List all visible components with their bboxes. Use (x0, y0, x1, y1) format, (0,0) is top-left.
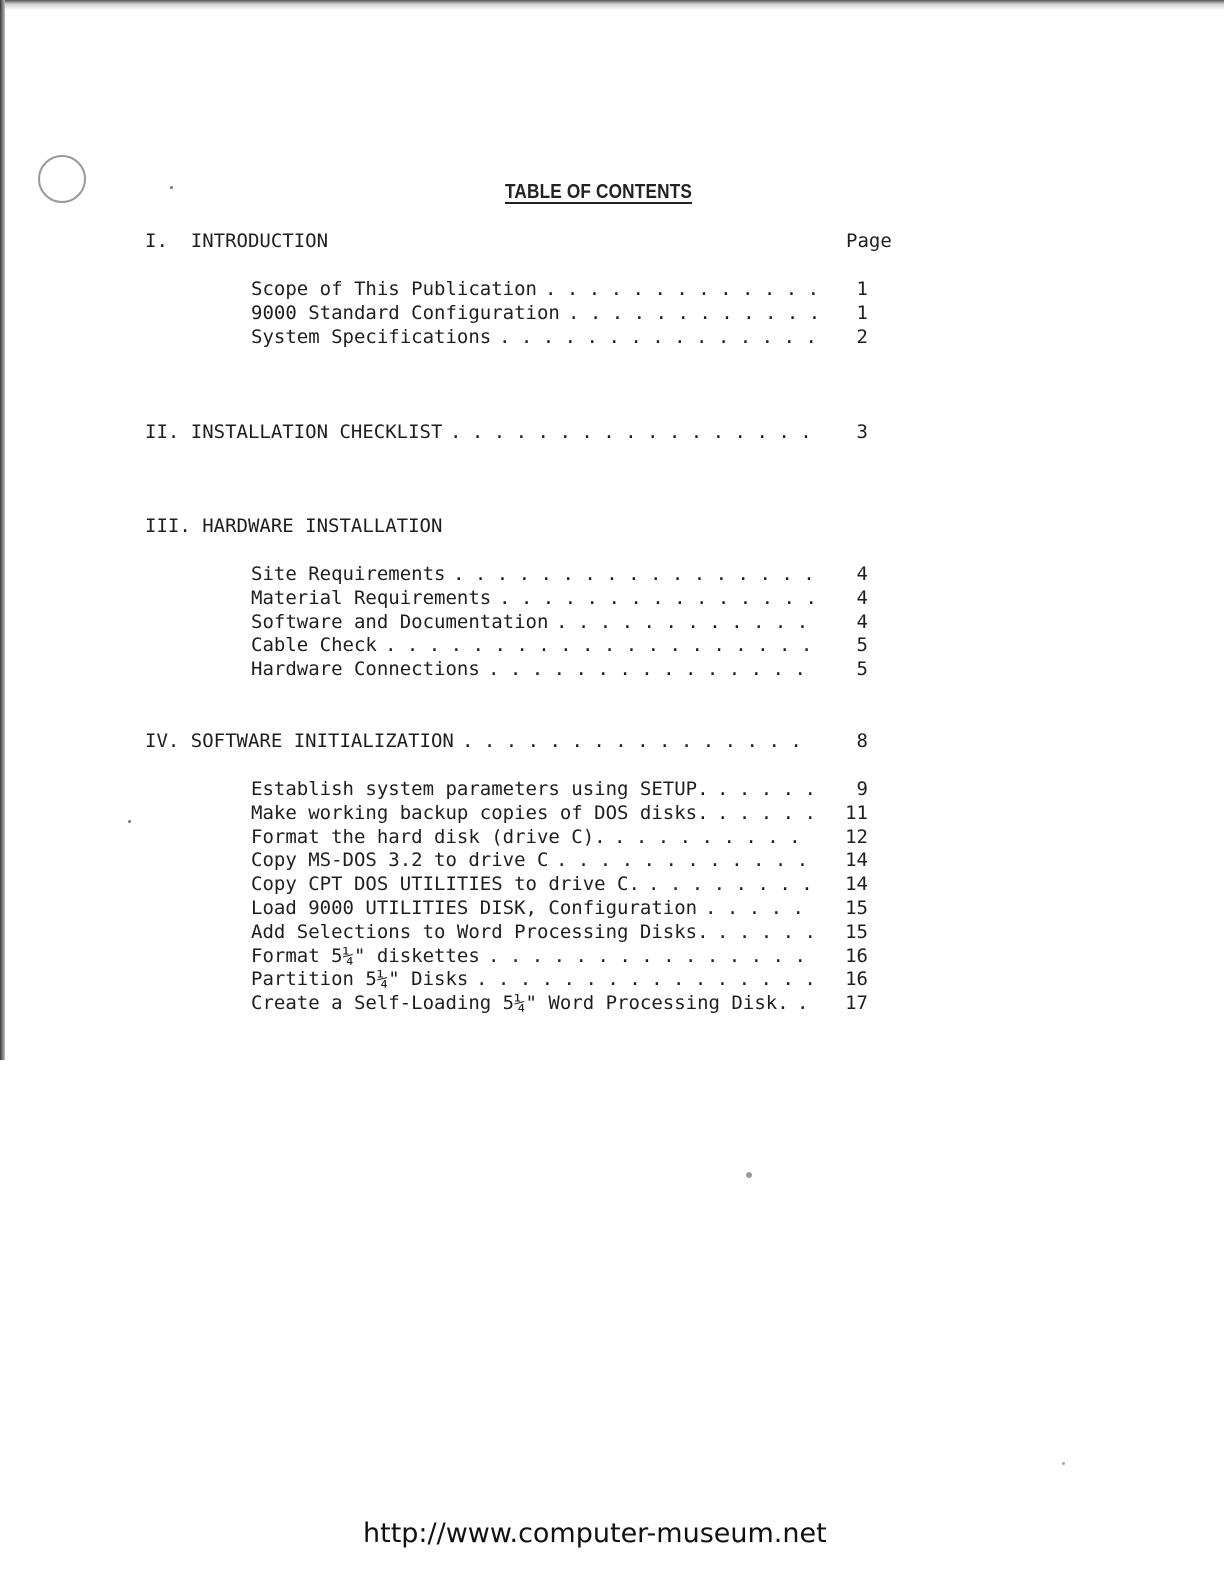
toc-entry-page-number: 15 (845, 897, 868, 919)
toc-entry-label: Scope of This Publication (251, 278, 537, 300)
dot-leader: ................ (462, 730, 813, 752)
dot-leader: ..... (717, 778, 827, 800)
section-heading: III. HARDWARE INSTALLATION (145, 515, 443, 537)
scan-edge-left (0, 0, 5, 1060)
page-title: TABLE OF CONTENTS (505, 181, 693, 203)
toc-entry-label: Create a Self-Loading 5¼" Word Processing Disk. (251, 992, 789, 1015)
toc-entry-label: Partition 5¼" Disks (251, 968, 469, 991)
binder-hole (38, 155, 86, 203)
dot-leader: ............. (545, 278, 830, 300)
dot-leader: ............ (568, 301, 831, 324)
toc-entry-page-number: 12 (845, 825, 868, 848)
footer-url: http://www.computer-museum.net (363, 1518, 827, 1549)
dot-leader: ..... (705, 897, 815, 919)
toc-entry-page-number: 2 (856, 325, 868, 348)
dot-leader: .................... (385, 634, 823, 657)
dot-leader: ............ (556, 610, 819, 633)
toc-entry-page-number: 15 (845, 920, 868, 943)
scan-speck (1062, 1462, 1065, 1465)
toc-entry-page-number: 1 (856, 278, 868, 300)
toc-entry-page-number: 14 (845, 873, 868, 896)
toc-entry-label: Establish system parameters using SETUP. (251, 778, 709, 800)
toc-entry-page-number: 1 (856, 301, 868, 324)
section-page-number: 8 (856, 730, 868, 752)
toc-entry-label: 9000 Standard Configuration (251, 301, 560, 324)
toc-entry-label: Copy MS-DOS 3.2 to drive C (251, 849, 549, 872)
scan-speck (128, 820, 131, 823)
toc-entry-page-number: 16 (845, 968, 868, 991)
dot-leader: . (797, 992, 819, 1015)
toc-entry-label: Format 5¼" diskettes (251, 944, 480, 967)
page-column-label: Page (846, 230, 892, 252)
toc-entry-label: Copy CPT DOS UTILITIES to drive C. (251, 873, 640, 896)
toc-entry-label: Material Requirements (251, 586, 492, 609)
toc-entry-label: Load 9000 UTILITIES DISK, Configuration (251, 897, 698, 919)
toc-entry-label: Add Selections to Word Processing Disks. (251, 920, 709, 943)
dot-leader: ......... (614, 825, 812, 848)
toc-entry-page-number: 4 (856, 586, 868, 609)
toc-entry-page-number: 11 (845, 801, 868, 824)
scan-speck (170, 186, 173, 189)
dot-leader: ................. (450, 421, 823, 443)
section-heading: I. INTRODUCTION (145, 230, 329, 252)
toc-entry-label: Make working backup copies of DOS disks. (251, 801, 709, 824)
toc-entry-page-number: 14 (845, 849, 868, 872)
scan-edge-top (0, 0, 1224, 10)
dot-leader: ................ (476, 968, 827, 991)
toc-entry-page-number: 17 (845, 992, 868, 1015)
dot-leader: ..... (717, 801, 827, 824)
section-heading: IV. SOFTWARE INITIALIZATION (145, 730, 454, 752)
toc-entry-label: Format the hard disk (drive C). (251, 825, 606, 848)
toc-entry-label: Software and Documentation (251, 610, 549, 633)
toc-entry-label: Cable Check (251, 634, 377, 657)
dot-leader: ............... (499, 586, 828, 609)
dot-leader: ........ (648, 873, 824, 896)
scan-speck (746, 1172, 752, 1178)
toc-entry-page-number: 5 (856, 634, 868, 657)
toc-entry-label: Hardware Connections (251, 658, 480, 681)
dot-leader: ............... (488, 944, 817, 967)
dot-leader: ................. (453, 563, 826, 585)
toc-entry-page-number: 5 (856, 658, 868, 681)
dot-leader: ..... (717, 920, 827, 943)
section-page-number: 3 (856, 421, 868, 443)
toc-entry-page-number: 16 (845, 944, 868, 967)
toc-entry-label: System Specifications (251, 325, 492, 348)
toc-entry-page-number: 9 (856, 778, 868, 800)
toc-entry-page-number: 4 (856, 563, 868, 585)
dot-leader: ............... (499, 325, 828, 348)
section-heading: II. INSTALLATION CHECKLIST (145, 421, 443, 443)
toc-entry-label: Site Requirements (251, 563, 446, 585)
toc-entry-page-number: 4 (856, 610, 868, 633)
dot-leader: ............... (488, 658, 817, 681)
dot-leader: ............ (556, 849, 819, 872)
